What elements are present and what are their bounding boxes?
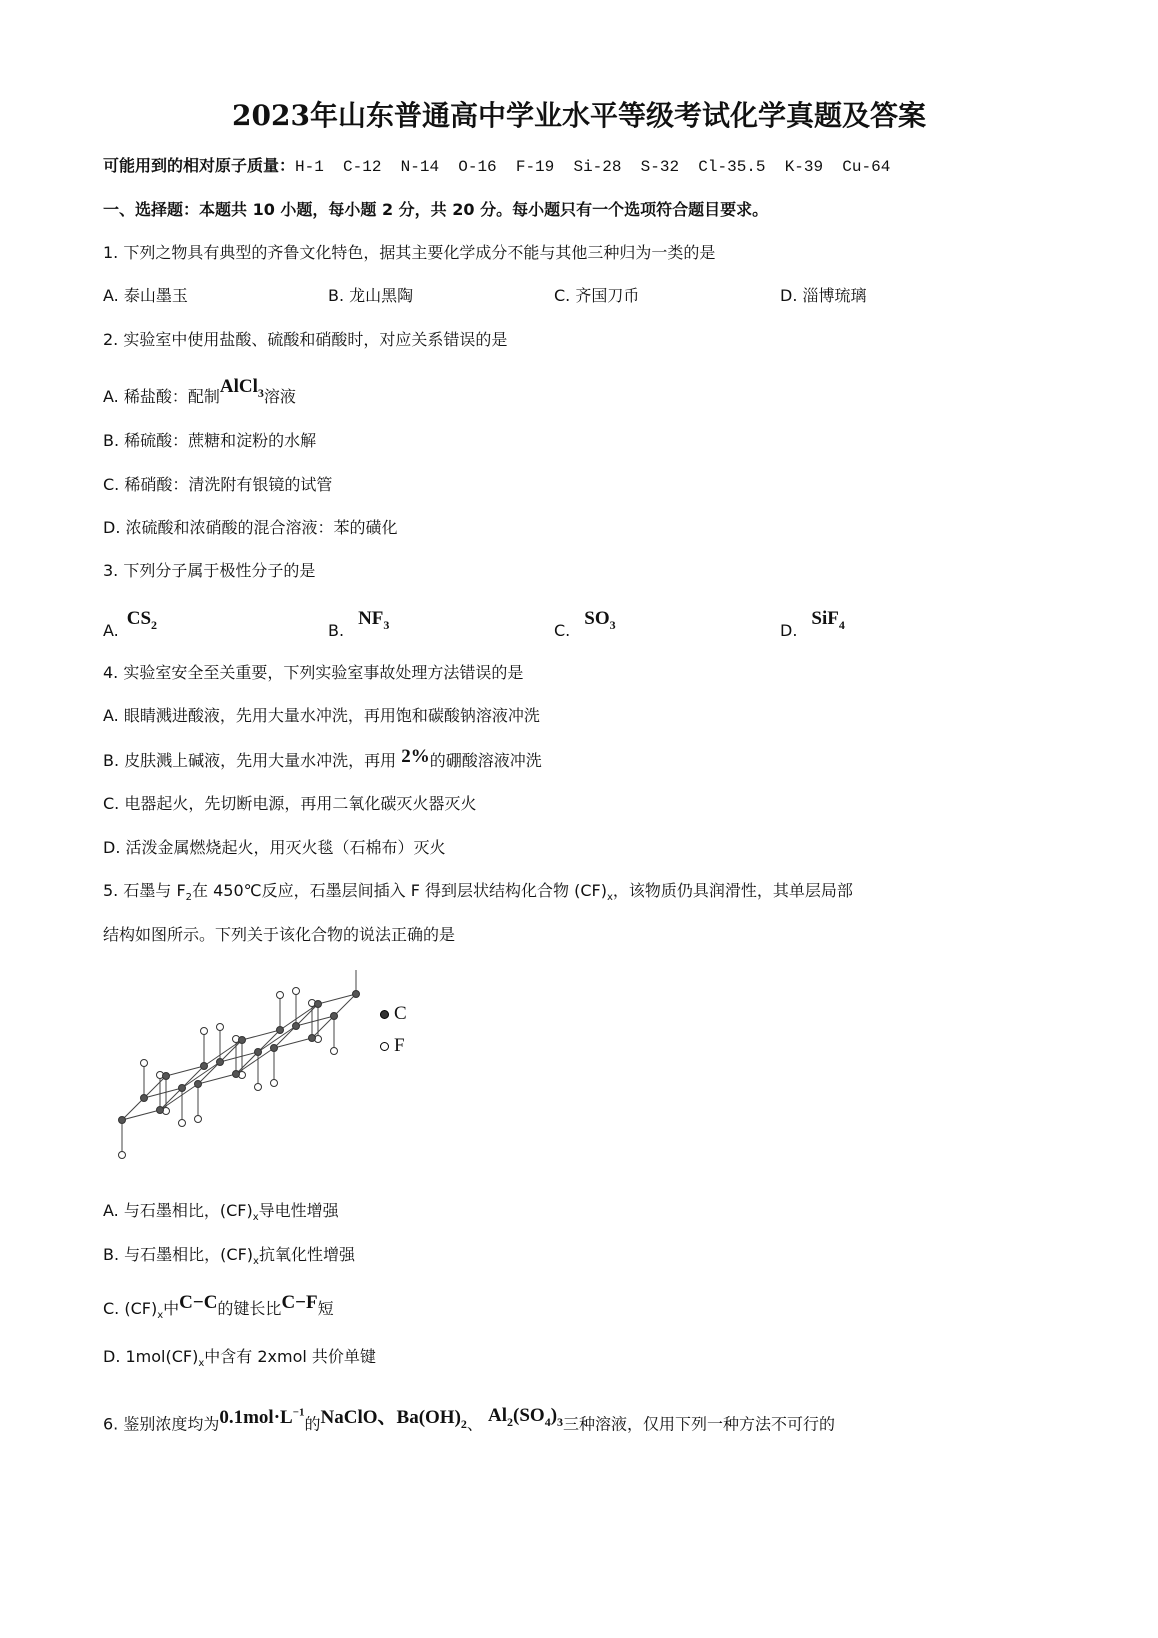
text: A. 与石墨相比，(CF)	[103, 1201, 253, 1220]
text: 的	[304, 1414, 321, 1434]
fluorine-atom	[201, 1028, 208, 1035]
carbon-atom	[293, 1023, 300, 1030]
text: 的键长比	[217, 1299, 282, 1318]
q1-option-d: D. 淄博琉璃	[780, 286, 867, 305]
q4-option-a: A. 眼睛溅进酸液，先用大量水冲洗，再用饱和碳酸钠溶液冲洗	[103, 706, 540, 725]
formula-base: SiF	[811, 608, 839, 629]
q5-option-a	[103, 1200, 339, 1229]
carbon-atom	[217, 1059, 224, 1066]
q3-option-c	[554, 608, 616, 648]
carbon-atom	[315, 1001, 322, 1008]
formula-base: AlCl	[219, 376, 258, 397]
carbon-dot-icon	[380, 1010, 389, 1019]
subscript: x	[252, 1212, 259, 1224]
q4-stem: 4. 实验室安全至关重要，下列实验室事故处理方法错误的是	[103, 663, 524, 682]
q5-stem-line2: 结构如图所示。下列关于该化合物的说法正确的是	[103, 925, 456, 944]
q2-option-b: B. 稀硫酸：蔗糖和淀粉的水解	[103, 431, 317, 450]
formula: )	[550, 1405, 558, 1427]
formula: 2%	[401, 746, 430, 767]
carbon-atom	[201, 1063, 208, 1070]
fluorine-atom	[217, 1024, 224, 1031]
q3-option-d	[780, 608, 845, 648]
q4-b-text: B. 皮肤溅上碱液，先用大量水冲洗，再用	[103, 751, 397, 770]
formula-sub: 3	[257, 385, 264, 400]
fluorine-atom	[179, 1120, 186, 1127]
q5-stem-line1	[103, 880, 853, 909]
formula	[219, 376, 264, 400]
q2-option-a	[103, 376, 296, 414]
formula-base: NF	[358, 608, 384, 629]
text: 抗氧化性增强	[258, 1245, 355, 1264]
fluorine-atom	[195, 1116, 202, 1123]
text: ，该物质仍具润滑性，其单层局部	[612, 881, 853, 900]
carbon-atom	[255, 1049, 262, 1056]
q1-option-b: B. 龙山黑陶	[328, 286, 414, 305]
q2-stem: 2. 实验室中使用盐酸、硫酸和硝酸时，对应关系错误的是	[103, 330, 508, 349]
q1-option-a: A. 泰山墨玉	[103, 286, 188, 305]
subscript: x	[198, 1358, 205, 1370]
carbon-atom	[179, 1085, 186, 1092]
formula-base: CS	[126, 608, 152, 629]
q6-stem	[103, 1405, 836, 1441]
text: 中	[163, 1299, 180, 1318]
q4-option-c: C. 电器起火，先切断电源，再用二氧化碳灭火器灭火	[103, 794, 477, 813]
page-title: 2023年山东普通高中学业水平等级考试化学真题及答案	[232, 99, 926, 132]
subscript: x	[157, 1310, 164, 1322]
q5-option-b	[103, 1244, 355, 1273]
fluorine-atom	[119, 1152, 126, 1159]
formula: Al	[488, 1405, 508, 1427]
carbon-atom	[233, 1071, 240, 1078]
carbon-atom	[195, 1081, 202, 1088]
text: 在 450℃反应，石墨层间插入 F 得到层状结构化合物 (CF)	[192, 881, 607, 900]
text: 导电性增强	[258, 1201, 339, 1220]
fluorine-circle-icon	[380, 1042, 389, 1051]
carbon-atom	[119, 1117, 126, 1124]
q2-option-d: D. 浓硫酸和浓硝酸的混合溶液：苯的磺化	[103, 518, 398, 537]
fluorine-atom	[331, 1048, 338, 1055]
formula: NaClO、Ba(OH)	[320, 1407, 461, 1429]
subscript: x	[606, 892, 613, 904]
section-heading: 一、选择题：本题共 10 小题，每小题 2 分，共 20 分。每小题只有一个选项符合题目要求。	[103, 200, 769, 219]
text: 、	[466, 1414, 483, 1434]
text: D. 1mol(CF)	[103, 1347, 199, 1366]
formula: C−F	[281, 1292, 318, 1313]
carbon-atom	[271, 1045, 278, 1052]
q3-stem: 3. 下列分子属于极性分子的是	[103, 561, 316, 580]
q4-option-d: D. 活泼金属燃烧起火，用灭火毯（石棉布）灭火	[103, 838, 446, 857]
q1-stem: 1. 下列之物具有典型的齐鲁文化特色，据其主要化学成分不能与其他三种归为一类的是	[103, 243, 716, 262]
fluorine-atom	[293, 988, 300, 995]
atomic-masses-values: H-1 C-12 N-14 O-16 F-19 Si-28 S-32 Cl-35.5 K-39 Cu-64	[295, 158, 891, 176]
q5-option-c	[103, 1292, 334, 1327]
legend-label: C	[394, 1003, 407, 1024]
text: 三种溶液，仅用下列一种方法不可行的	[563, 1414, 836, 1434]
formula: C−C	[179, 1292, 218, 1313]
formula-sub: 2	[151, 617, 158, 632]
q2-a-text: A. 稀盐酸：配制	[103, 387, 220, 406]
q2-a-text-end: 溶液	[263, 387, 296, 406]
text: C. (CF)	[103, 1299, 158, 1318]
formula: (SO	[513, 1405, 545, 1427]
carbon-atom	[141, 1095, 148, 1102]
atomic-masses	[103, 155, 890, 178]
carbon-atom	[331, 1013, 338, 1020]
text: 5. 石墨与 F	[103, 881, 186, 900]
q3-option-a	[103, 608, 158, 648]
q4-b-text-end: 的硼酸溶液冲洗	[429, 751, 542, 770]
subscript: x	[253, 1256, 259, 1268]
formula-sub: 3	[383, 617, 390, 632]
formula-sub: 4	[838, 617, 845, 632]
text: 6. 鉴别浓度均为	[103, 1414, 220, 1434]
q4-option-b	[103, 746, 542, 772]
legend-label: F	[394, 1035, 405, 1056]
q5-option-d	[103, 1346, 376, 1375]
fluorine-atom	[277, 992, 284, 999]
fluorine-atom	[271, 1080, 278, 1087]
formula-sub: 2	[460, 1417, 467, 1432]
atomic-masses-label: 可能用到的相对原子质量：	[103, 156, 296, 175]
formula-sub: 4	[544, 1415, 551, 1430]
carbon-atom	[353, 991, 360, 998]
carbon-atom	[157, 1107, 164, 1114]
text: B. 与石墨相比，(CF)	[103, 1245, 254, 1264]
subscript: 2	[185, 892, 193, 904]
option-letter: C.	[554, 621, 571, 640]
carbon-atom	[239, 1037, 246, 1044]
carbon-atom	[163, 1073, 170, 1080]
carbon-atom	[277, 1027, 284, 1034]
q3-option-b	[328, 608, 390, 648]
q2-option-c: C. 稀硝酸：清洗附有银镜的试管	[103, 475, 333, 494]
fluorine-atom	[141, 1060, 148, 1067]
cf-structure-figure	[110, 970, 420, 1170]
formula-sub: 3	[609, 617, 616, 632]
carbon-atom	[309, 1035, 316, 1042]
superscript: −1	[292, 1407, 305, 1419]
fluorine-atom	[255, 1084, 262, 1091]
formula-sub: 2	[507, 1415, 514, 1430]
text: 中含有 2xmol 共价单键	[204, 1347, 376, 1366]
text: 短	[317, 1299, 334, 1318]
legend-fluorine	[380, 1035, 405, 1057]
legend-carbon	[380, 1003, 407, 1025]
option-letter: A.	[103, 621, 119, 640]
q1-option-c: C. 齐国刀币	[554, 286, 640, 305]
option-letter: B.	[328, 621, 345, 640]
formula-sub: 3	[557, 1415, 564, 1430]
option-letter: D.	[780, 621, 798, 640]
formula: 0.1mol·L	[219, 1407, 293, 1429]
formula-base: SO	[584, 608, 610, 629]
